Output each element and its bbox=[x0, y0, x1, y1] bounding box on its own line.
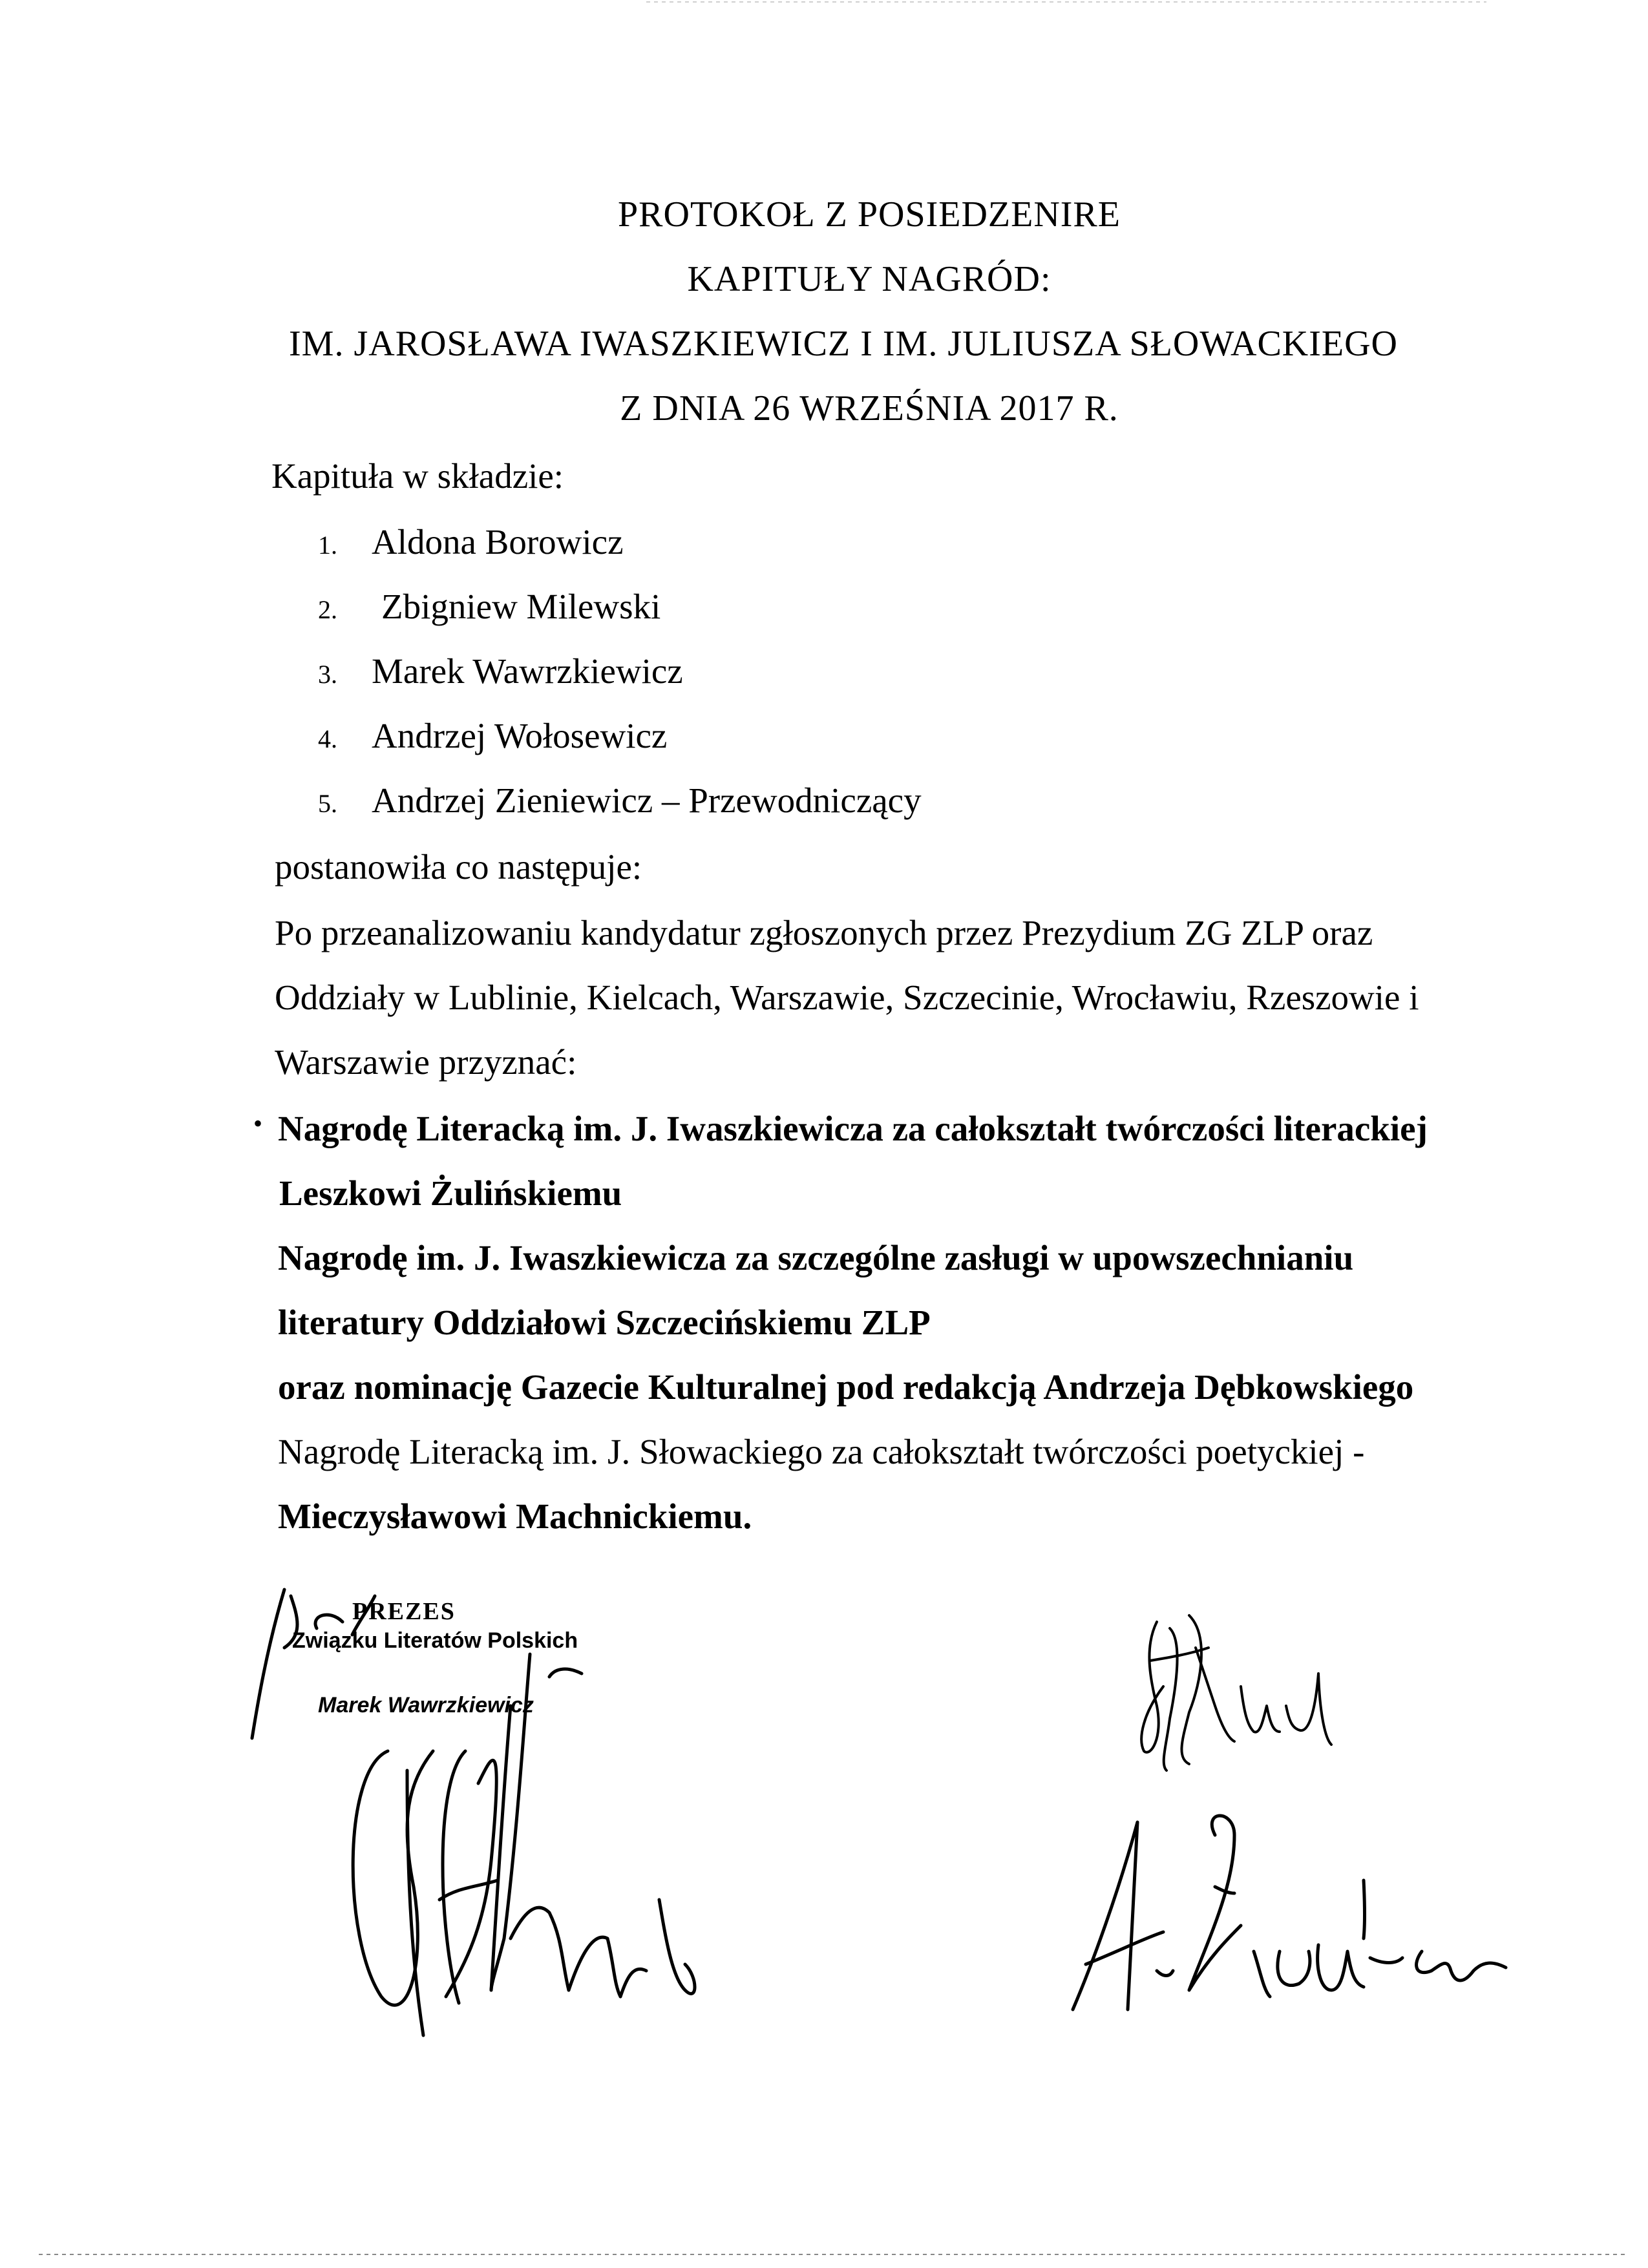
scan-edge-bottom bbox=[39, 2254, 1629, 2255]
list-item-number: 1. bbox=[318, 530, 337, 560]
stamp-title: PREZES bbox=[352, 1598, 456, 1625]
list-item-number: 2. bbox=[318, 595, 337, 624]
decision-paragraph-line: Warszawie przyznać: bbox=[275, 1042, 577, 1082]
award-2-line-2: literatury Oddziałowi Szczecińskiemu ZLP bbox=[278, 1303, 931, 1342]
award-1-line-1: Nagrodę Literacką im. J. Iwaszkiewicza za całokształt twórczości literackiej bbox=[278, 1109, 1428, 1148]
bullet-mark: • bbox=[253, 1109, 263, 1138]
title-line-4: Z DNIA 26 WRZEŚNIA 2017 R. bbox=[620, 388, 1119, 428]
decision-paragraph-line: Oddziały w Lublinie, Kielcach, Warszawie, Szczecinie, Wrocławiu, Rzeszowie i bbox=[275, 978, 1419, 1017]
title-line-2: KAPITUŁY NAGRÓD: bbox=[687, 259, 1051, 299]
committee-intro: Kapituła w składzie: bbox=[271, 456, 564, 496]
signature-right-top-icon bbox=[1131, 1609, 1338, 1803]
signature-left-icon bbox=[246, 1577, 711, 2042]
list-item-number: 5. bbox=[318, 789, 337, 818]
list-item-name: Marek Wawrzkiewicz bbox=[372, 651, 683, 691]
list-item-name: Andrzej Zieniewicz – Przewodniczący bbox=[372, 781, 922, 820]
list-item-name: Zbigniew Milewski bbox=[381, 587, 661, 626]
stamp-organization: Związku Literatów Polskich bbox=[292, 1628, 578, 1653]
list-item-number: 4. bbox=[318, 724, 337, 753]
decision-lead: postanowiła co następuje: bbox=[275, 847, 642, 887]
scan-edge-top bbox=[646, 1, 1486, 3]
award-2-line-1: Nagrodę im. J. Iwaszkiewicza za szczególne zasługi w upowszechnianiu bbox=[278, 1238, 1354, 1277]
award-4-line-2: Mieczysławowi Machnickiemu. bbox=[278, 1496, 752, 1536]
signature-right-bottom-icon bbox=[1060, 1796, 1512, 2016]
award-3-line-1: oraz nominację Gazecie Kulturalnej pod redakcją Andrzeja Dębkowskiego bbox=[278, 1367, 1414, 1407]
title-line-3: IM. JAROSŁAWA IWASZKIEWICZ I IM. JULIUSZA SŁOWACKIEGO bbox=[289, 324, 1398, 364]
award-4-line-1: Nagrodę Literacką im. J. Słowackiego za całokształt twórczości poetyckiej - bbox=[278, 1432, 1365, 1471]
list-item-name: Andrzej Wołosewicz bbox=[372, 716, 668, 755]
award-1-line-2: Leszkowi Żulińskiemu bbox=[279, 1173, 622, 1213]
list-item-name: Aldona Borowicz bbox=[372, 522, 624, 562]
title-line-1: PROTOKOŁ Z POSIEDZENIRE bbox=[618, 194, 1121, 235]
stamp-name: Marek Wawrzkiewicz bbox=[318, 1693, 534, 1717]
list-item-number: 3. bbox=[318, 660, 337, 689]
decision-paragraph-line: Po przeanalizowaniu kandydatur zgłoszonych przez Prezydium ZG ZLP oraz bbox=[275, 913, 1373, 952]
